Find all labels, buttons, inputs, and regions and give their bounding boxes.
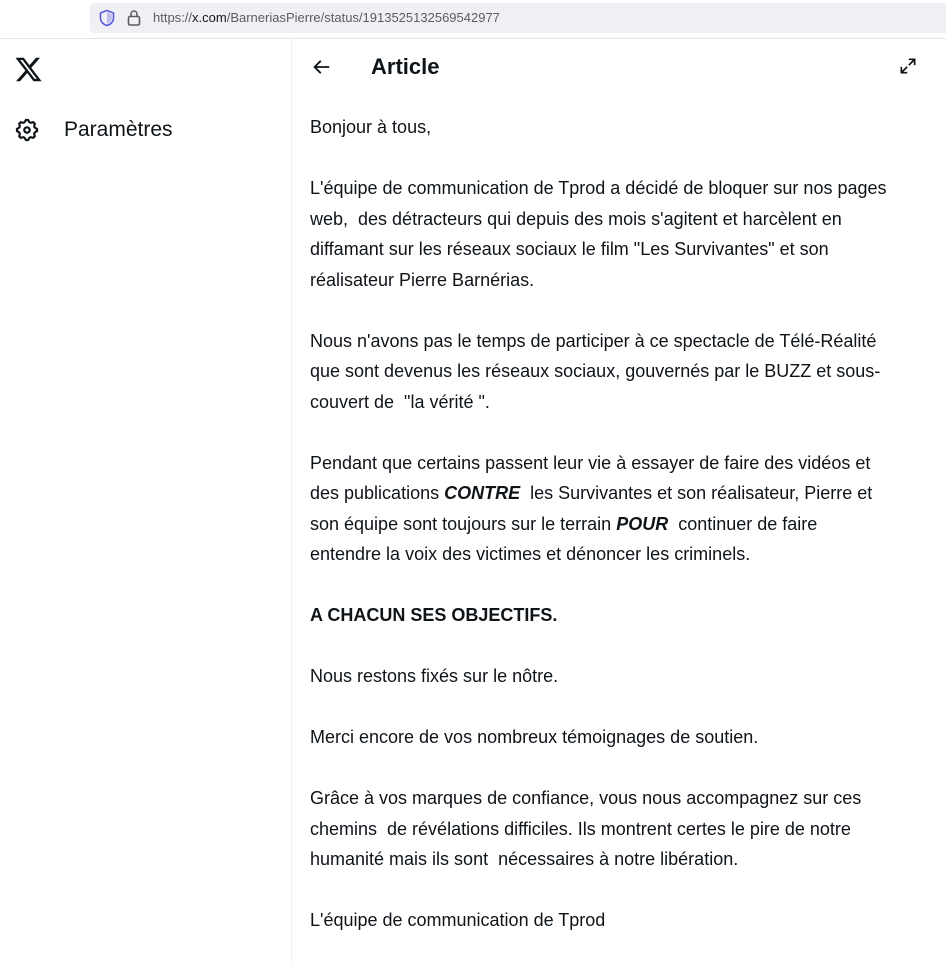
text: A CHACUN SES OBJECTIFS. [310,605,558,625]
sidebar-item-settings[interactable] [14,115,173,145]
page-title: Article [371,54,440,79]
expand-icon[interactable] [898,56,918,76]
text-line: Grâce à vos marques de confiance, vous nous accompagnez sur ces [310,788,862,808]
back-arrow-icon[interactable] [310,56,332,78]
article-panel [292,39,946,963]
text-line: couvert de "la vérité ". [310,391,490,412]
paragraph [310,661,930,692]
text-line: réalisateur Pierre Barnérias. [310,269,535,290]
sidebar [0,39,292,963]
url-path: /BarneriasPierre/status/1913525132569542977 [226,10,500,25]
shield-icon[interactable] [98,9,116,27]
emphasis-pour: POUR [616,513,669,534]
browser-toolbar [0,0,946,39]
article-body [310,112,930,966]
text-line: humanité mais ils sont nécessaires à notre libération. [310,849,739,869]
text: Merci encore de vos nombreux témoignages de soutien. [310,727,759,747]
url-host: x.com [192,10,227,25]
text-line: chemins de révélations difficiles. Ils montrent certes le pire de notre [310,818,851,839]
paragraph [310,326,930,418]
paragraph-heading [310,600,930,631]
text-line: web, des détracteurs qui depuis des mois s'agitent et harcèlent en [310,208,842,229]
x-logo-icon[interactable] [13,55,44,84]
text-line: les Survivantes et son réalisateur, Pierre et [520,483,873,503]
paragraph [310,173,930,295]
text-line: que sont devenus les réseaux sociaux, gouvernés par le BUZZ et sous- [310,361,881,381]
text: L'équipe de communication de Tprod [310,910,606,930]
text-line: L'équipe de communication de Tprod a décidé de bloquer sur nos pages [310,178,887,198]
url-text[interactable] [153,10,500,25]
gear-icon [14,117,40,143]
paragraph [310,783,930,875]
paragraph [310,722,930,753]
paragraph-signature [310,905,930,936]
text-line: diffamant sur les réseaux sociaux le film "Les Survivantes" et son [310,239,829,259]
paragraph [310,448,930,570]
paragraph [310,112,930,143]
text-line: Pendant que certains passent leur vie à essayer de faire des vidéos et [310,452,871,473]
emphasis-contre: CONTRE [444,483,521,503]
text: Nous restons fixés sur le nôtre. [310,666,559,686]
text: Bonjour à tous, [310,117,432,137]
url-prefix: https:// [153,10,193,25]
text-line: continuer de faire [668,513,818,534]
text-line: des publications [310,483,445,503]
text-line: Nous n'avons pas le temps de participer à ce spectacle de Télé-Réalité [310,330,877,351]
lock-icon[interactable] [126,9,142,27]
text-line: son équipe sont toujours sur le terrain [310,513,617,534]
text-line: entendre la voix des victimes et dénoncer les criminels. [310,544,751,564]
sidebar-item-label: Paramètres [64,118,173,141]
